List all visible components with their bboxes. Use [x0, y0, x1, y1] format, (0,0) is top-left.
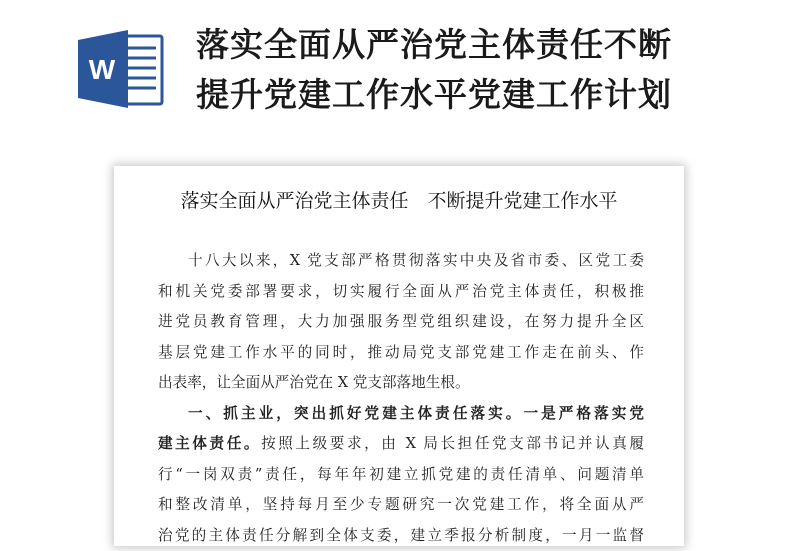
paragraph-line	[158, 429, 644, 460]
paragraph-line: 行“一岗双责”责任，每年年初建立抓党建的责任清单、问题清单	[158, 460, 644, 491]
paragraph-line: 和整改清单，坚持每月至少专题研究一次党建工作，将全面从严	[158, 490, 644, 521]
page-title-line-2: 提升党建工作水平党建工作计划	[196, 70, 776, 120]
paragraph-line: 和机关党委部署要求，切实履行全面从严治党主体责任，积极推	[158, 277, 644, 308]
paragraph-line: 基层党建工作水平的同时，推动局党支部党建工作走在前头、作	[158, 338, 644, 369]
document-title: 落实全面从严治党主体责任 不断提升党建工作水平	[114, 186, 684, 213]
section-heading: 一、抓主业，突出抓好党建主体责任落实。一是严格落实党	[158, 399, 644, 430]
paragraph-text: 按照上级要求，由 X 局长担任党支部书记并认真履	[261, 435, 644, 452]
svg-text:W: W	[89, 54, 116, 85]
page-title	[196, 20, 776, 120]
word-document-icon	[78, 30, 164, 108]
bold-phrase: 建主体责任。	[158, 435, 261, 452]
paragraph-line: 进党员教育管理，大力加强服务型党组织建设，在努力提升全区	[158, 307, 644, 338]
document-page	[114, 166, 684, 546]
paragraph-line: 十八大以来，X 党支部严格贯彻落实中央及省市委、区党工委	[158, 246, 644, 277]
page-title-line-1: 落实全面从严治党主体责任不断	[196, 20, 776, 70]
paragraph-line: 治党的主体责任分解到全体支委，建立季报分析制度，一月一监督	[158, 521, 644, 551]
paragraph-line: 出表率，让全面从严治党在 X 党支部落地生根。	[158, 368, 644, 399]
header-banner	[0, 0, 800, 160]
document-body	[158, 246, 644, 551]
